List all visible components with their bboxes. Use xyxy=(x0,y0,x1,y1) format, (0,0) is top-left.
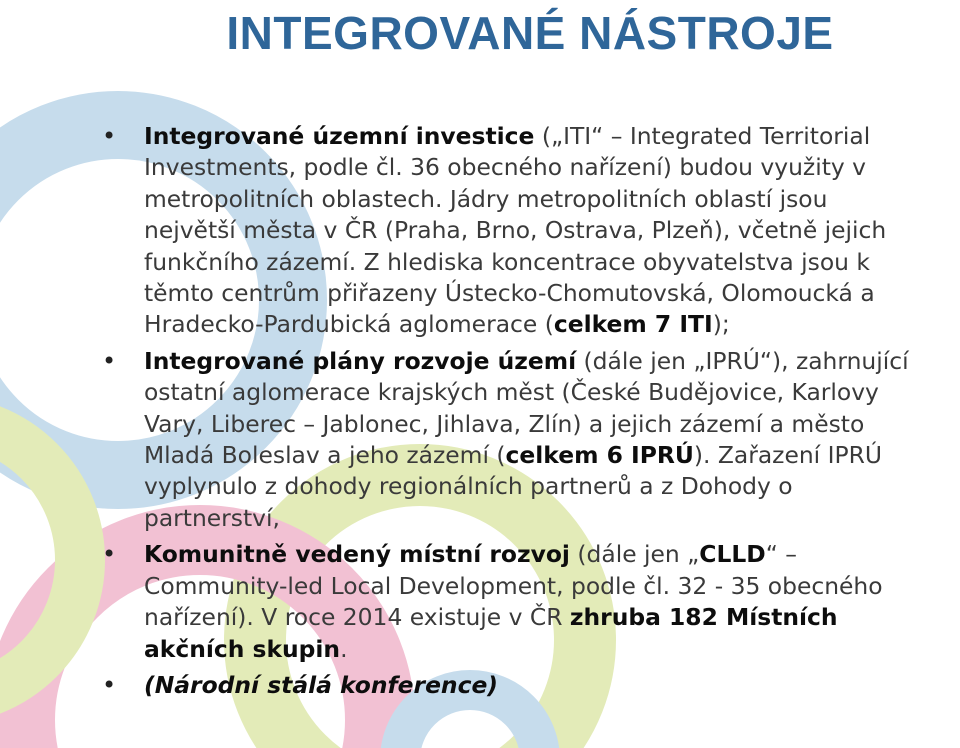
bullet-term: Komunitně vedený místní rozvoj xyxy=(144,540,570,569)
green-arc xyxy=(0,420,80,700)
bullet-text: ); xyxy=(712,310,730,339)
bullet-list xyxy=(100,121,920,706)
bullet-clld xyxy=(100,539,920,665)
bullet-term: (Národní stálá konference) xyxy=(144,670,498,699)
bullet-term: Integrované plány rozvoje území xyxy=(144,346,577,375)
bullet-icon: • xyxy=(102,540,117,569)
bullet-conference xyxy=(100,670,920,701)
bullet-highlight: zhruba 182 Místních akčních skupin xyxy=(144,603,838,663)
bullet-text: . xyxy=(340,634,348,663)
slide-title: INTEGROVANÉ NÁSTROJE xyxy=(226,7,834,59)
bullet-text: ). Zařazení IPRÚ vyplynulo z dohody regionálních partnerů a z Dohody o partnerství, xyxy=(144,441,882,532)
bullet-highlight: CLLD xyxy=(699,540,766,569)
bullet-text: (dále jen „IPRÚ“), zahrnující ostatní aglomerace krajských měst (České Budějovice, Karlovy Vary, Liberec – Jablonec, Jihlava, Zlín) a jejich zázemí a město Mladá Boleslav a jeho zázemí ( xyxy=(144,346,909,470)
bullet-text: („ITI“ – Integrated Territorial Investments, podle čl. 36 obecného nařízení) budou využity v metropolitních oblastech. Jádry metropolitních oblastí jsou největší města v ČR (Praha, Brno, Ostrava, Plzeň), včetně jejich funkčního zázemí. Z hlediska koncentrace obyvatelstva jsou k těmto centrům přiřazeny Ústecko-Chomutovská, Olomoucká a Hradecko-Pardubická aglomerace ( xyxy=(144,122,887,339)
bullet-ipru xyxy=(100,346,920,534)
bullet-highlight: celkem 6 IPRÚ xyxy=(505,441,694,470)
bullet-icon: • xyxy=(102,670,117,699)
bullet-highlight: celkem 7 ITI xyxy=(553,310,713,339)
bullet-text: (dále jen „ xyxy=(569,540,700,569)
bullet-text: “ – Community-led Local Development, podle čl. 32 - 35 obecného nařízení). V roce 2014 existuje v ČR xyxy=(144,540,883,632)
bullet-term: Integrované územní investice xyxy=(144,122,535,150)
bullet-icon: • xyxy=(102,122,117,150)
bullet-iti xyxy=(100,121,920,341)
bullet-icon: • xyxy=(102,346,117,375)
